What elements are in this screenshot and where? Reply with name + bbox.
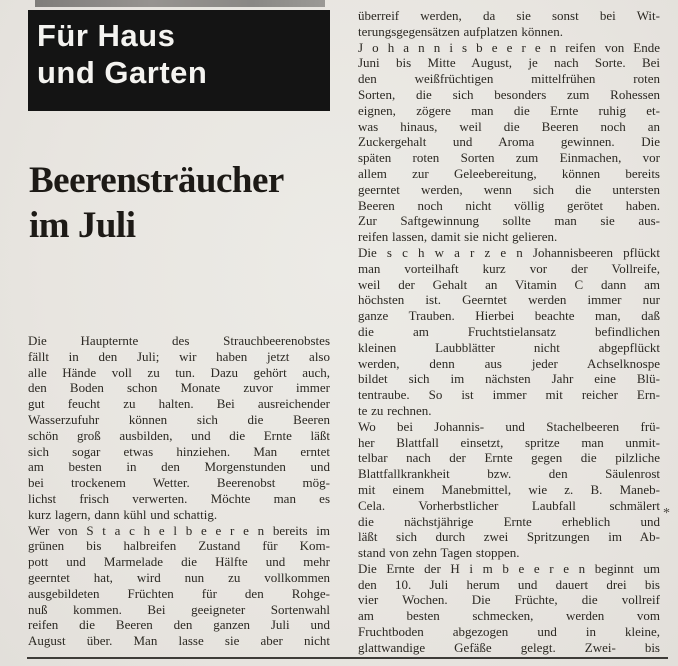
- text-line: Wo bei Johannis- und Stachelbeeren frü-: [358, 418, 660, 434]
- text-line: sich sogar etwas hinziehen. Man erntet: [28, 443, 330, 459]
- text-line: läßt sich durch zwei Spritzungen im Ab-: [358, 529, 660, 545]
- text-line: Zuckergehalt und Aroma gewinnen. Die: [358, 134, 660, 150]
- text-line: stand von zehn Tagen stoppen.: [358, 545, 520, 561]
- text-line: Beeren noch nicht völlig gerötet haben.: [358, 197, 660, 213]
- text-line: Fruchtboden abgezogen und in kleine,: [358, 624, 660, 640]
- text-line: bildet sich im nächsten Jahr eine Blü-: [358, 371, 660, 387]
- text-line: glattwandige Gefäße gelegt. Zwei- bis: [358, 639, 660, 655]
- text-line: allem zur Geleebereitung, können bereits: [358, 165, 660, 181]
- text-line: was hinaus, weil die Beeren noch an: [358, 118, 660, 134]
- top-edge-strip: [35, 0, 325, 7]
- text-line: Die Haupternte des Strauchbeerenobstes: [28, 333, 330, 348]
- headline-line-1: Beerensträucher: [29, 160, 284, 201]
- text-line: Die Ernte der H i m b e e r e n beginnt um: [358, 560, 660, 576]
- text-line: eignen, zögere man die Ernte ruhig et-: [358, 102, 660, 118]
- text-line: grünen bis halbreifen Zustand für Kom-: [28, 538, 330, 554]
- text-line: reifen die Beeren den ganzen Juli und: [28, 617, 330, 633]
- text-line: her Blattfall einsetzt, spritze man unmit-: [358, 434, 660, 450]
- text-line: J o h a n n i s b e e r e n reifen von Ende: [358, 39, 660, 55]
- text-line: tentraube. So ist immer mit reicher Ern-: [358, 387, 660, 403]
- text-line: te zu rechnen.: [358, 402, 432, 418]
- bottom-rule: [27, 657, 668, 659]
- text-line: Die s c h w a r z e n Johannisbeeren pflückt: [358, 244, 660, 260]
- margin-asterisk: *: [663, 506, 670, 521]
- text-line: den weißfrüchtigen mittelfrühen roten: [358, 71, 660, 87]
- text-line: Wasserzufuhr können sich die Beeren: [28, 411, 330, 427]
- text-line: mit einem Manebmittel, wie z. B. Maneb-: [358, 481, 660, 497]
- text-line: Zur Saftgewinnung sollte man sie aus-: [358, 213, 660, 229]
- text-line: Juni bis Mitte August, je nach Sorte. Bei: [358, 55, 660, 71]
- text-line: reifen lassen, damit sie nicht gelieren.: [358, 229, 558, 245]
- text-line: Sorten, die sich besonders zum Rohessen: [358, 86, 660, 102]
- text-line: kleinen Laubblätter nicht abgepflückt: [358, 339, 660, 355]
- text-line: werden, denn aus jeder Achselknospe: [358, 355, 660, 371]
- text-line: am besten schmecken, werden vom: [358, 608, 660, 624]
- text-line: vier Wochen. Die Früchte, die vollreif: [358, 592, 660, 608]
- text-line: fällt in den Juli; wir haben jetzt also: [28, 348, 330, 364]
- article-headline: [29, 158, 284, 248]
- text-line: schön groß ausbilden, und die Ernte läßt: [28, 427, 330, 443]
- masthead-line-2: und Garten: [37, 55, 208, 90]
- text-line: späten roten Sorten zum Einmachen, vor: [358, 150, 660, 166]
- text-line: kurz lagern, dann kühl und schattig.: [28, 506, 218, 522]
- text-line: Blattfallkrankheit bzw. den Säulenrost: [358, 466, 660, 482]
- text-line: die nächstjährige Ernte erheblich und: [358, 513, 660, 529]
- text-line: gut feucht zu halten. Bei ausreichender: [28, 396, 330, 412]
- text-line: alle Hände voll zu tun. Dazu gehört auch,: [28, 364, 330, 380]
- text-line: nuß kommen. Bei geeigneter Sortenwahl: [28, 601, 330, 617]
- text-line: höchsten ist. Geerntet werden immer nur: [358, 292, 660, 308]
- text-line: pott und Marmelade die Hälfte und mehr: [28, 554, 330, 570]
- section-masthead: [28, 10, 330, 111]
- text-line: August über. Man lasse sie aber nicht: [28, 633, 330, 649]
- article-column-right: [358, 8, 660, 656]
- text-line: Wer von S t a c h e l b e e r e n bereits im: [28, 522, 330, 538]
- text-line: überreif werden, da sie sonst bei Wit-: [358, 8, 660, 23]
- masthead-line-1: Für Haus: [37, 18, 176, 53]
- text-line: bei trockenem Wetter. Beerenobst mög-: [28, 475, 330, 491]
- text-line: lichst frisch verwerten. Möchte man es: [28, 490, 330, 506]
- text-line: weil der Gehalt an Vitamin C dann am: [358, 276, 660, 292]
- text-line: den Boden schon Monate zuvor immer: [28, 380, 330, 396]
- text-line: den 10. Juli herum und dauert drei bis: [358, 576, 660, 592]
- text-line: geerntet hat, wird nun zu vollkommen: [28, 569, 330, 585]
- article-column-left: [28, 333, 330, 649]
- text-line: die am Fruchtstielansatz befindlichen: [358, 323, 660, 339]
- text-line: telbar nach der Ernte gegen die pilzliche: [358, 450, 660, 466]
- text-line: ausgebildeten Früchten für den Rohge-: [28, 585, 330, 601]
- text-line: geerntet werden, wenn sich die untersten: [358, 181, 660, 197]
- text-line: terungsgegensätzen aufplatzen können.: [358, 23, 563, 39]
- headline-line-2: im Juli: [29, 205, 136, 246]
- text-line: Cela. Vorherbstlicher Laubfall schmälert: [358, 497, 660, 513]
- text-line: am besten in den Morgenstunden und: [28, 459, 330, 475]
- text-line: man vorteilhaft kurz vor der Vollreife,: [358, 260, 660, 276]
- text-line: ganze Trauben. Hierbei beachte man, daß: [358, 308, 660, 324]
